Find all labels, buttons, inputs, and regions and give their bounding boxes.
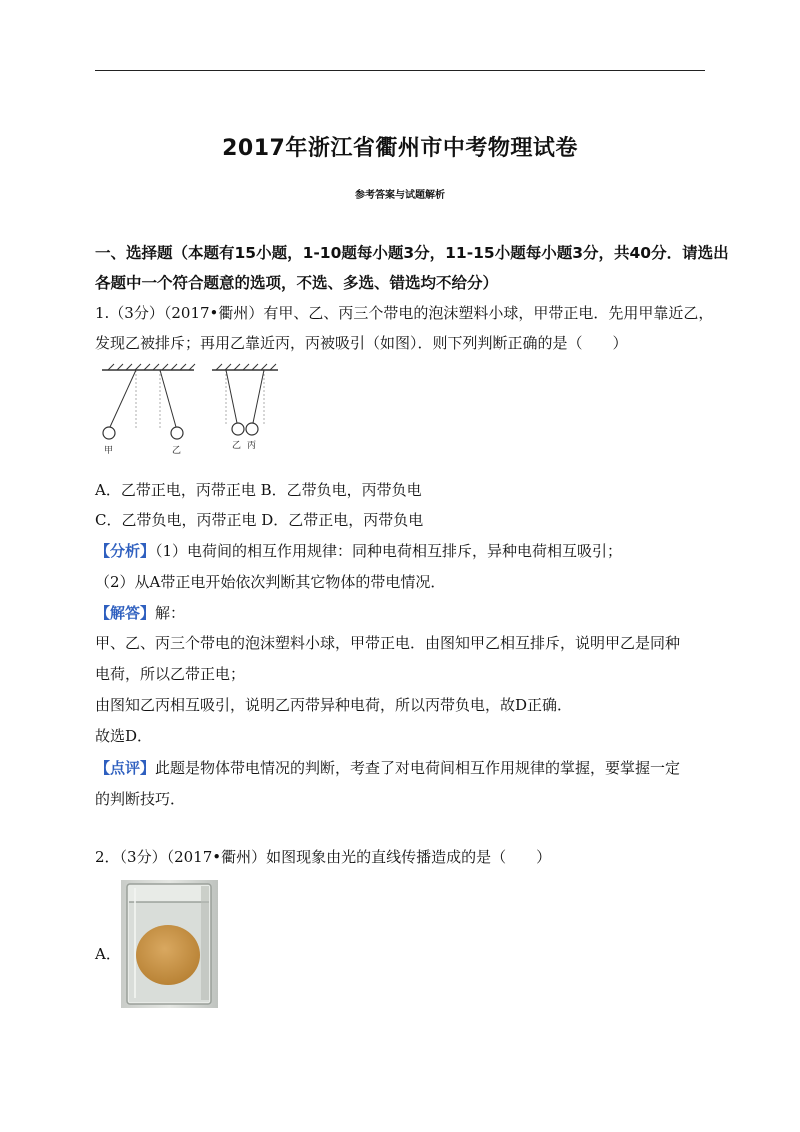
q1-answer-line-1: 甲、乙、丙三个带电的泡沫塑料小球，甲带正电．由图知甲乙相互排斥，说明甲乙是同种 [95, 634, 681, 652]
q2-stem: 2．（3分）（2017•衢州）如图现象由光的直线传播造成的是（ ） [95, 848, 552, 866]
label-bing: 丙 [247, 441, 257, 451]
q1-answer-line-4: 故选D． [95, 727, 153, 745]
page-subtitle: 参考答案与试题解析 [355, 190, 445, 201]
q1-answer-line-3: 由图知乙丙相互吸引，说明乙丙带异种电荷，所以丙带负电，故D正确． [95, 696, 573, 714]
pendulum-diagram-left [102, 364, 195, 456]
q1-stem-line-2: 发现乙被排斥；再用乙靠近丙，丙被吸引（如图）．则下列判断正确的是（ ） [95, 334, 628, 352]
label-yi-left: 乙 [172, 446, 182, 456]
q1-pendulum-figure [98, 362, 288, 462]
answer-head: 解： [155, 604, 186, 622]
section-heading-line-2: 各题中一个符合题意的选项，不选、多选、错选均不给分） [95, 274, 499, 292]
q1-comment-line-1 [95, 758, 680, 778]
q1-options-line-1: A．乙带正电，丙带正电 B．乙带负电，丙带负电 [95, 481, 422, 499]
label-yi-right: 乙 [232, 441, 242, 451]
pendulum-diagram-right [212, 364, 278, 451]
q2-option-a-photo [121, 880, 218, 1008]
q2-option-a-label: A． [95, 945, 121, 963]
analysis-text-1: （1）电荷间的相互作用规律：同种电荷相互排斥，异种电荷相互吸引； [155, 542, 623, 560]
q1-answer-header [95, 603, 185, 623]
page-title: 2017年浙江省衢州市中考物理试卷 [222, 136, 578, 161]
q1-analysis-line-1 [95, 541, 622, 561]
comment-text-1: 此题是物体带电情况的判断，考查了对电荷间相互作用规律的掌握，要掌握一定 [155, 759, 681, 777]
q1-comment-line-2: 的判断技巧． [95, 790, 186, 808]
comment-tag: 【点评】 [95, 759, 156, 777]
q1-analysis-line-2: （2）从A带正电开始依次判断其它物体的带电情况． [95, 573, 446, 591]
q1-stem-line-1: 1.（3分）（2017•衢州）有甲、乙、丙三个带电的泡沫塑料小球，甲带正电．先用甲靠近乙， [95, 304, 714, 322]
header-rule [95, 70, 705, 71]
q1-options-line-2: C．乙带负电，丙带正电 D．乙带正电，丙带负电 [95, 511, 424, 529]
answer-tag: 【解答】 [95, 604, 156, 622]
section-heading-line-1: 一、选择题（本题有15小题，1-10题每小题3分，11-15小题每小题3分，共40分．请选出 [95, 244, 729, 262]
label-jia: 甲 [104, 446, 114, 456]
analysis-tag: 【分析】 [95, 542, 156, 560]
q1-answer-line-2: 电荷，所以乙带正电； [95, 665, 246, 683]
